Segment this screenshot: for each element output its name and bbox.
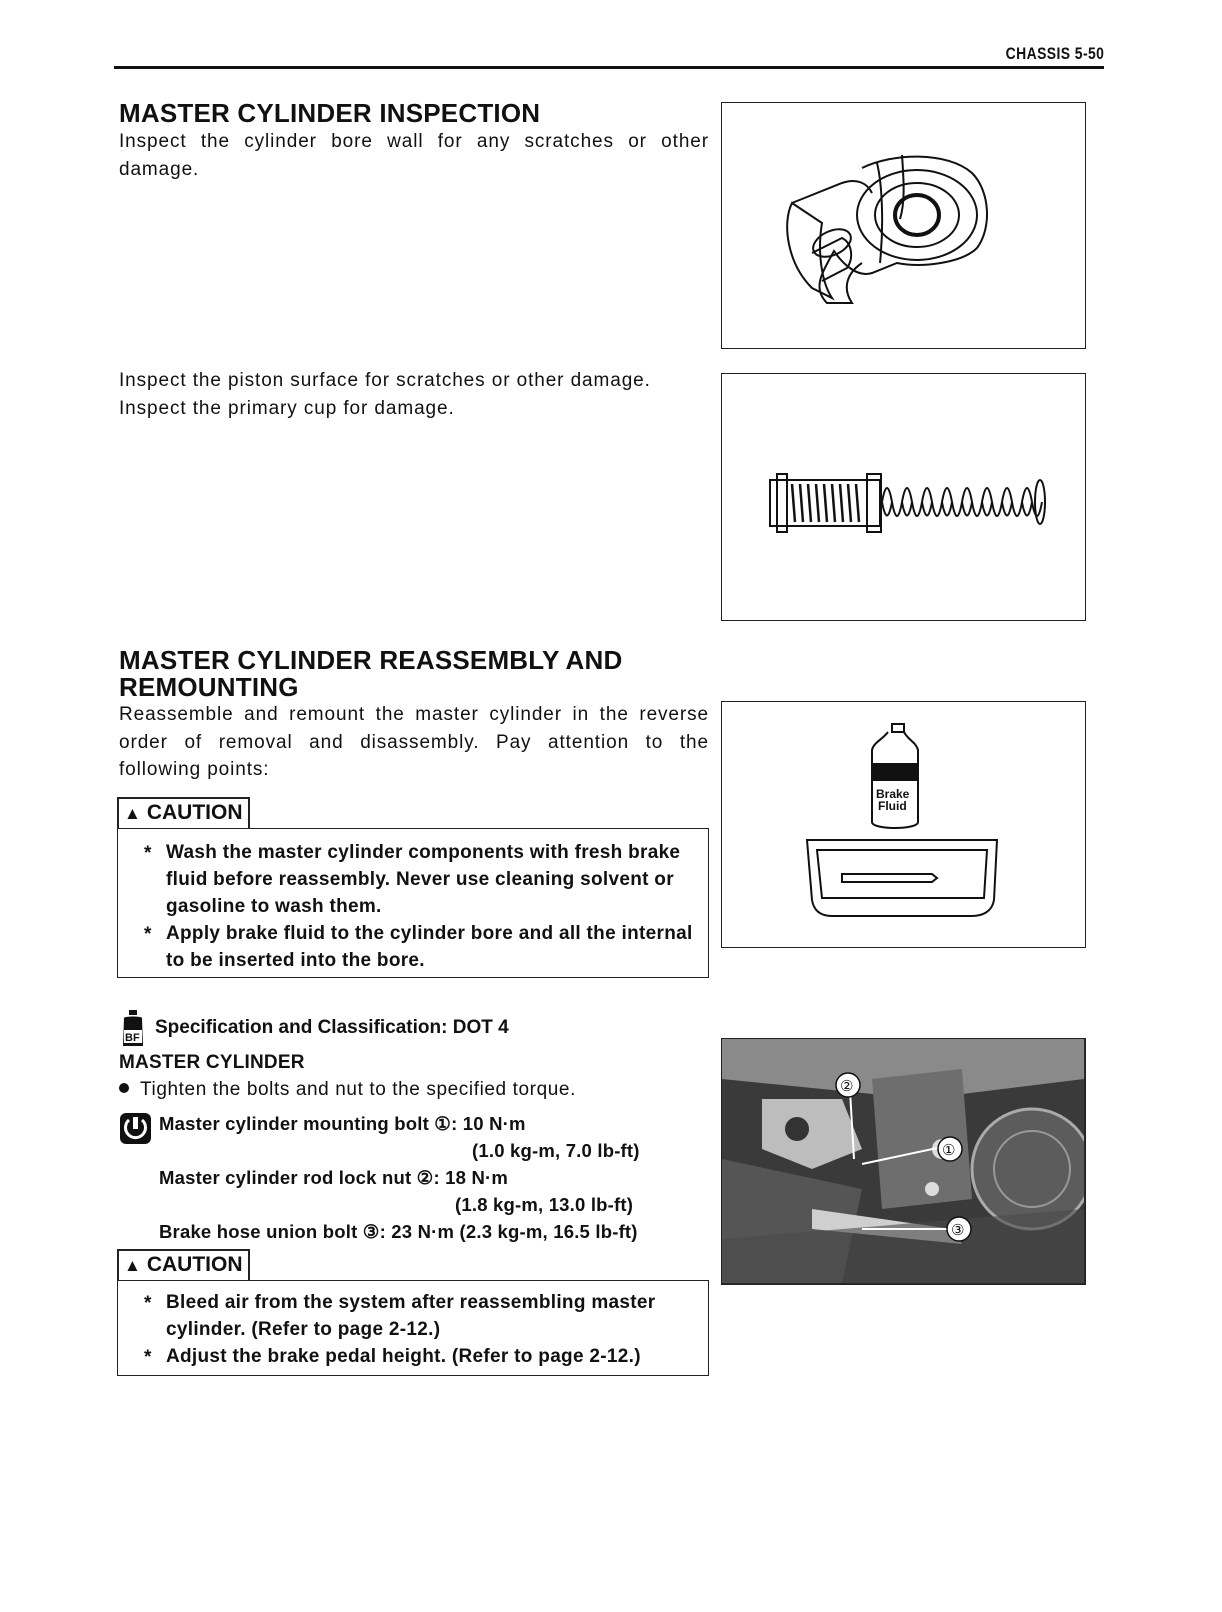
warning-triangle-icon: ▲ xyxy=(124,804,141,823)
brake-fluid-spec-icon xyxy=(119,1008,147,1048)
inspection-para2-line2: Inspect the primary cup for damage. xyxy=(119,397,455,419)
piston-spring-illustration xyxy=(722,374,1084,619)
reassembly-title-line2: REMOUNTING xyxy=(119,672,299,702)
bullet-dot-icon xyxy=(119,1083,129,1093)
callout-3: ③ xyxy=(951,1221,965,1239)
caution1-tab xyxy=(117,797,250,828)
figure-brake-fluid xyxy=(721,701,1086,948)
torque-1-label: Master cylinder mounting bolt ①: 10 N·m xyxy=(159,1113,526,1134)
brake-fluid-illustration xyxy=(722,702,1084,946)
spec-icon-label: BF xyxy=(125,1032,140,1044)
torque-wrench-icon xyxy=(119,1112,152,1145)
caution1-box xyxy=(117,828,709,978)
figure-cylinder-body xyxy=(721,102,1086,349)
caution1-item-2: * Apply brake fluid to the cylinder bore and all the internal to be inserted into the bore. xyxy=(142,920,696,974)
spec-line xyxy=(119,1008,509,1048)
caution2-box xyxy=(117,1280,709,1376)
inspection-paragraph-1: Inspect the cylinder bore wall for any scratches or other damage. xyxy=(119,131,709,180)
inspection-para2-line1: Inspect the piston surface for scratches or other damage. xyxy=(119,370,651,391)
figure-photo-mount xyxy=(721,1038,1086,1285)
caution1-item-1: * Wash the master cylinder components with fresh brake fluid before reassembly. Never use cleaning solvent or gasoline to wash them. xyxy=(142,839,696,920)
caution1-label: CAUTION xyxy=(146,801,243,824)
page-header-label: CHASSIS 5-50 xyxy=(1005,44,1104,63)
torque-2-alt: (1.8 kg-m, 13.0 lb-ft) xyxy=(455,1194,634,1215)
caution2-tab xyxy=(117,1249,250,1280)
figure-piston-spring xyxy=(721,373,1086,621)
torque-2-label: Master cylinder rod lock nut ②: 18 N·m xyxy=(159,1167,509,1188)
spec-text: Specification and Classification: DOT 4 xyxy=(155,1017,509,1038)
warning-triangle-icon: ▲ xyxy=(124,1256,141,1275)
master-cylinder-heading: MASTER CYLINDER xyxy=(119,1052,305,1073)
callout-1: ① xyxy=(942,1141,956,1159)
reassembly-title-line1: MASTER CYLINDER REASSEMBLY AND xyxy=(119,645,623,675)
inspection-paragraph-2 xyxy=(119,367,709,422)
callout-2: ② xyxy=(840,1077,854,1095)
caution2-item-2: * Adjust the brake pedal height. (Refer to page 2-12.) xyxy=(142,1343,696,1370)
inspection-title: MASTER CYLINDER INSPECTION xyxy=(119,98,541,128)
cylinder-body-illustration xyxy=(722,103,1084,347)
torque-3-label: Brake hose union bolt ③: 23 N·m (2.3 kg-m, 16.5 lb-ft) xyxy=(159,1221,638,1242)
torque-bullet: Tighten the bolts and nut to the specified torque. xyxy=(119,1079,576,1101)
header-rule xyxy=(114,66,1104,69)
caution2-label: CAUTION xyxy=(146,1253,243,1276)
can-label-line1: Brake xyxy=(876,787,910,801)
torque-1-alt: (1.0 kg-m, 7.0 lb-ft) xyxy=(472,1140,640,1161)
reassembly-paragraph: Reassemble and remount the master cylinder in the reverse order of removal and disassembly. Pay attention to the following points: xyxy=(119,704,709,780)
caution2-item-1: * Bleed air from the system after reassembling master cylinder. (Refer to page 2-12.) xyxy=(142,1289,696,1343)
mounting-photo-illustration xyxy=(722,1039,1084,1283)
can-label-line2: Fluid xyxy=(878,799,907,813)
